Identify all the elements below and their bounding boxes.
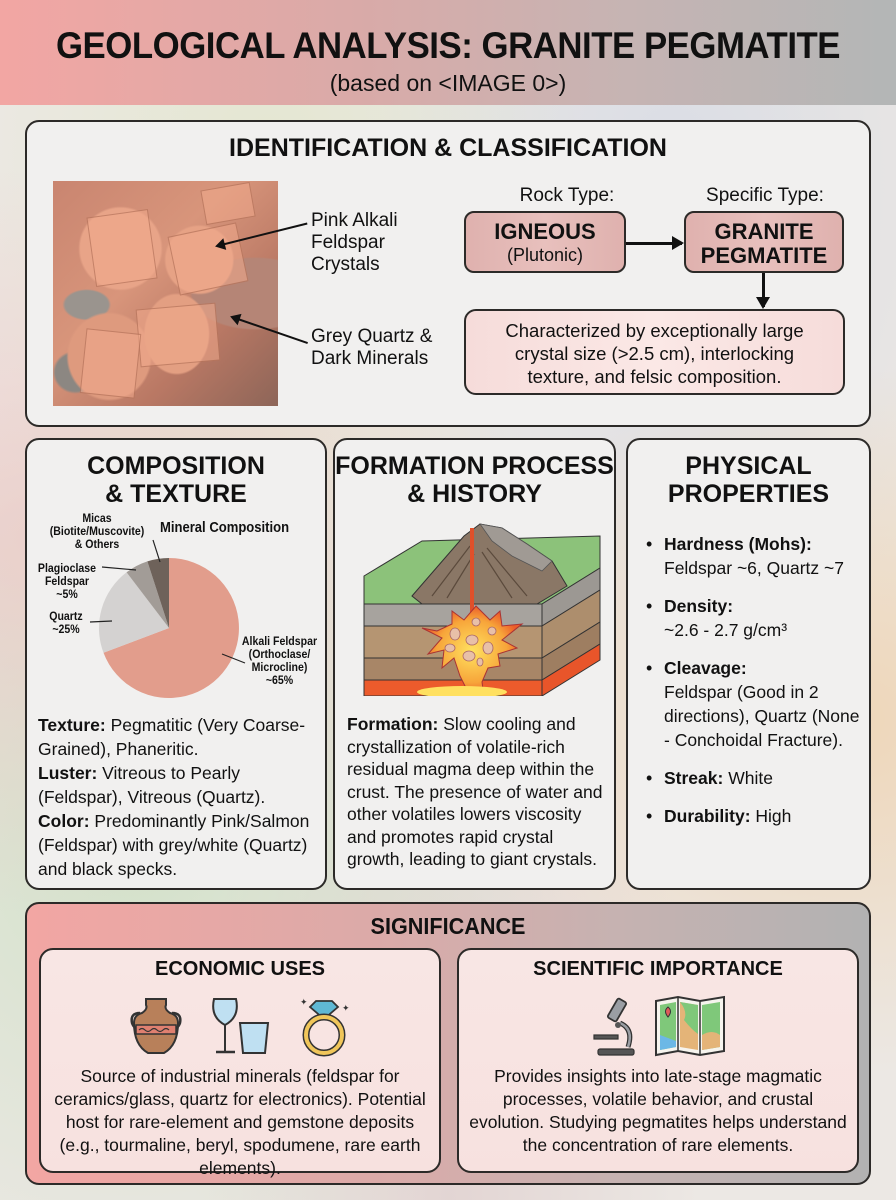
composition-description: Texture: Pegmatitic (Very Coarse-Grained), Phaneritic. Luster: Vitreous to Pearly (Feldspar), Vitreous (Quartz). Color: Predominantly Pink/Salmon (Feldspar) with grey/white (Quartz) and black specks.	[38, 715, 310, 879]
significance-title: SIGNIFICANCE	[370, 913, 526, 939]
mineral-composition-pie-chart	[27, 510, 325, 710]
physical-properties-panel	[626, 438, 871, 890]
rock-type-box	[464, 211, 626, 273]
property-list	[642, 532, 867, 842]
volcano-cross-section-diagram	[352, 516, 602, 696]
economic-uses-text: Source of industrial minerals (feldspar for ceramics/glass, quartz for electronics). Potential host for rare-element and gemstone deposits (e.g., tourmaline, beryl, spodumene, rare earth elements).	[54, 1066, 426, 1178]
property-hardness: • Hardness (Mohs): Feldspar ~6, Quartz ~7	[642, 532, 867, 580]
amphora-vase-icon	[126, 995, 186, 1057]
economic-uses-title: ECONOMIC USES	[154, 958, 326, 980]
scientific-importance-panel	[457, 948, 859, 1173]
classification-arrow	[626, 242, 682, 245]
rock-type-subvalue: (Plutonic)	[506, 245, 584, 265]
property-durability: • Durability: High	[642, 804, 867, 828]
description-arrow	[762, 273, 765, 307]
callout-pink-feldspar: Pink Alkali Feldspar Crystals	[311, 210, 398, 275]
microscope-icon	[590, 995, 640, 1057]
diamond-ring-icon	[294, 995, 354, 1057]
property-streak: • Streak: White	[642, 766, 867, 790]
property-density: • Density: ~2.6 - 2.7 g/cm³	[642, 594, 867, 642]
specific-type-box: GRANITE PEGMATITE	[684, 211, 844, 273]
svg-text:✦: ✦	[342, 1003, 350, 1013]
formation-panel	[333, 438, 616, 890]
specific-type-label: Specific Type:	[706, 185, 824, 206]
composition-panel	[25, 438, 327, 890]
pie-label-quartz: Quartz ~25%	[49, 609, 83, 636]
page-header	[0, 0, 896, 105]
wine-glass-and-tumbler-icon	[208, 995, 272, 1057]
economic-uses-panel	[39, 948, 441, 1178]
svg-text:✦: ✦	[300, 997, 308, 1007]
pegmatite-description-box: Characterized by exceptionally large crystal size (>2.5 cm), interlocking texture, and felsic composition.	[464, 309, 845, 395]
identification-panel	[25, 120, 871, 427]
formation-description: Formation: Slow cooling and crystallization of volatile-rich residual magma deep within the crust. The presence of water and other volatiles lowers viscosity and promotes rapid crystal growth, leading to giant crystals.	[347, 714, 603, 869]
page-title: GEOLOGICAL ANALYSIS: GRANITE PEGMATITE	[55, 25, 841, 66]
pie-label-plagioclase: Plagioclase Feldspar ~5%	[37, 561, 97, 601]
callout-grey-quartz: Grey Quartz & Dark Minerals	[311, 326, 433, 369]
scientific-importance-title: SCIENTIFIC IMPORTANCE	[533, 958, 783, 980]
physical-properties-title: PHYSICAL PROPERTIES	[667, 452, 830, 508]
folded-map-icon	[654, 995, 726, 1057]
identification-title: IDENTIFICATION & CLASSIFICATION	[229, 134, 667, 162]
pie-label-alkali-feldspar: Alkali Feldspar (Orthoclase/ Microcline) ~65%	[241, 634, 318, 687]
rock-type-value: IGNEOUS	[494, 219, 596, 244]
pie-label-micas: Micas (Biotite/Muscovite) & Others	[49, 511, 145, 551]
rock-type-label: Rock Type:	[519, 185, 615, 206]
significance-panel	[25, 902, 871, 1185]
property-cleavage: • Cleavage: Feldspar (Good in 2 directions), Quartz (None - Conchoidal Fracture).	[642, 656, 867, 752]
scientific-importance-text: Provides insights into late-stage magmatic processes, volatile behavior, and crustal evolution. Studying pegmatites helps understand the concentration of rare elements.	[469, 1066, 847, 1155]
formation-title: FORMATION PROCESS & HISTORY	[335, 452, 614, 508]
composition-title: COMPOSITION & TEXTURE	[87, 452, 265, 508]
page-subtitle: (based on <IMAGE 0>)	[329, 70, 567, 96]
pie-chart-title: Mineral Composition	[160, 520, 290, 536]
granite-pegmatite-photo	[53, 181, 278, 406]
